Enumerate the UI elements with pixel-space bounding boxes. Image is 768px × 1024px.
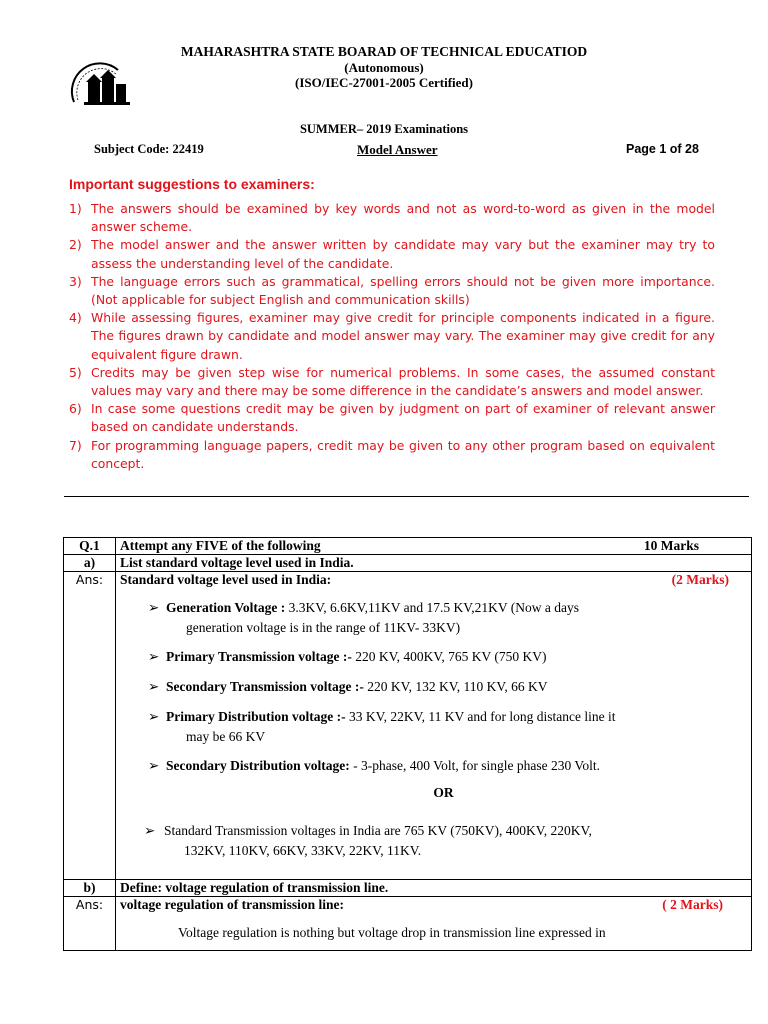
table-row bbox=[64, 880, 752, 897]
suggestion-item: 6) In case some questions credit may be given by judgment on part of examiner of relevant answer based on candidate understands. bbox=[69, 401, 715, 435]
model-answer-label: Model Answer bbox=[357, 142, 438, 157]
certification-label: (ISO/IEC-27001-2005 Certified) bbox=[294, 75, 473, 90]
list-item: ➢ Primary Distribution voltage :- 33 KV, 22KV, 11 KV and for long distance line it may be 66 KV bbox=[148, 709, 616, 744]
answer-heading: Standard voltage level used in India: bbox=[120, 572, 332, 587]
table-row bbox=[64, 897, 752, 951]
list-item: ➢ Secondary Transmission voltage :- 220 KV, 132 KV, 110 KV, 66 KV bbox=[148, 679, 548, 694]
question-number: Q.1 bbox=[64, 538, 116, 555]
suggestion-item: 1) The answers should be examined by key words and not as word-to-word as given in the model answer scheme. bbox=[69, 201, 715, 235]
suggestion-item: 7) For programming language papers, credit may be given to any other program based on equivalent concept. bbox=[69, 437, 715, 471]
table-row bbox=[64, 572, 752, 880]
subquestion-label: b) bbox=[64, 880, 116, 897]
suggestions-title: Important suggestions to examiners: bbox=[69, 176, 315, 192]
answer-marks: (2 Marks) bbox=[671, 572, 729, 587]
suggestions-list bbox=[69, 200, 715, 473]
answer-text: Voltage regulation is nothing but voltage drop in transmission line expressed in bbox=[178, 925, 606, 940]
suggestion-item: 5) Credits may be given step wise for numerical problems. In some cases, the assumed constant values may vary and there may be some difference in the candidate’s answers and model answer. bbox=[69, 364, 715, 399]
answer-heading: voltage regulation of transmission line: bbox=[120, 897, 344, 912]
answer-marks: ( 2 Marks) bbox=[662, 897, 723, 912]
list-item: ➢ Standard Transmission voltages in India are 765 KV (750KV), 400KV, 220KV, 132KV, 110KV, 66KV, 33KV, 22KV, 11KV. bbox=[144, 823, 592, 858]
table-row bbox=[64, 555, 752, 572]
autonomous-label: (Autonomous) bbox=[344, 60, 424, 75]
subquestion-text: List standard voltage level used in India. bbox=[116, 555, 752, 572]
answer-body bbox=[116, 572, 752, 880]
board-title: MAHARASHTRA STATE BOARAD OF TECHNICAL EDUCATIOD bbox=[180, 44, 588, 59]
question-header: Attempt any FIVE of the following 10 Marks bbox=[116, 538, 752, 555]
suggestion-item: 2) The model answer and the answer written by candidate may vary but the examiner may try to assess the understanding level of the candidate. bbox=[69, 237, 715, 271]
answer-table bbox=[63, 537, 752, 951]
question-marks: 10 Marks bbox=[643, 538, 699, 553]
list-item: ➢ Generation Voltage : 3.3KV, 6.6KV,11KV and 17.5 KV,21KV (Now a days generation voltage is in the range of 11KV- 33KV) bbox=[148, 600, 580, 635]
subquestion-text: Define: voltage regulation of transmission line. bbox=[116, 880, 752, 897]
answer-label: Ans: bbox=[64, 897, 116, 951]
list-item: ➢ Secondary Distribution voltage: - 3-phase, 400 Volt, for single phase 230 Volt. bbox=[148, 758, 600, 773]
or-separator: OR bbox=[433, 785, 454, 800]
divider bbox=[64, 496, 749, 497]
subject-code: Subject Code: 22419 bbox=[94, 142, 204, 156]
page-number: Page 1 of 28 bbox=[626, 142, 699, 156]
suggestion-item: 4) While assessing figures, examiner may give credit for principle components indicated in a figure. The figures drawn by candidate and model answer may vary. The examiner may give credit for any equivalent figure drawn. bbox=[69, 310, 715, 362]
answer-body bbox=[116, 897, 752, 951]
suggestion-item: 3) The language errors such as grammatical, spelling errors should not be given more importance. (Not applicable for subject English and communication skills) bbox=[69, 273, 715, 308]
list-item: ➢ Primary Transmission voltage :- 220 KV, 400KV, 765 KV (750 KV) bbox=[148, 649, 547, 664]
table-row bbox=[64, 538, 752, 555]
answer-label: Ans: bbox=[64, 572, 116, 880]
exam-title: SUMMER– 2019 Examinations bbox=[299, 122, 469, 136]
subquestion-label: a) bbox=[64, 555, 116, 572]
